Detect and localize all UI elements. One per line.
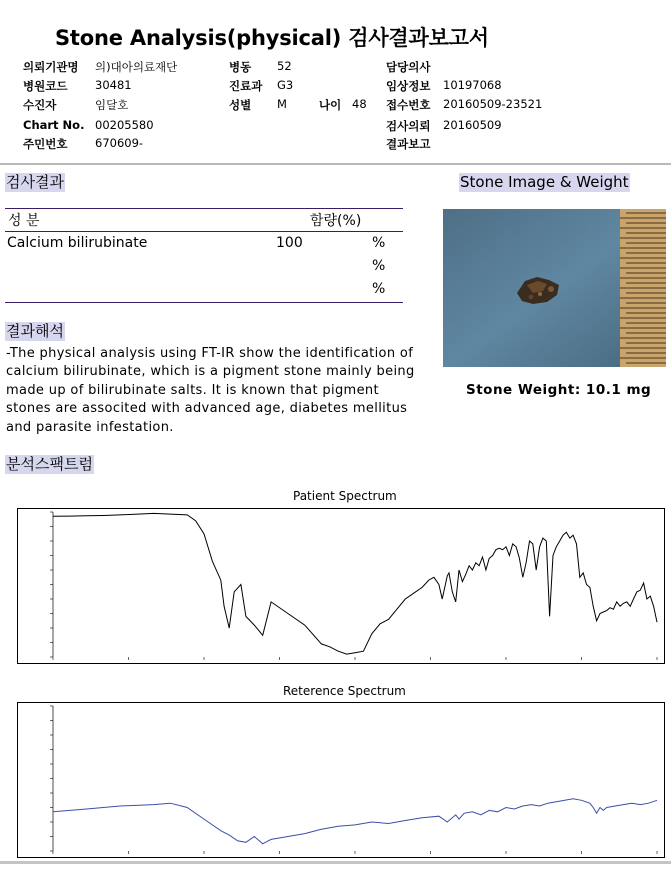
hospital-code-label: 병원코드 bbox=[23, 79, 68, 93]
request-date-value: 20160509 bbox=[443, 118, 502, 132]
hospital-code-value: 30481 bbox=[95, 78, 132, 92]
ward-label: 병동 bbox=[229, 60, 252, 74]
results-table-header-rule bbox=[5, 231, 403, 232]
sex-label: 성별 bbox=[229, 98, 252, 112]
reference-spectrum-chart bbox=[17, 702, 665, 858]
stone-photo bbox=[443, 209, 666, 367]
patient-name-label: 수진자 bbox=[23, 98, 57, 112]
chart-no-value: 00205580 bbox=[95, 118, 154, 132]
result-row-2-unit: % bbox=[372, 258, 386, 274]
age-value: 48 bbox=[352, 97, 367, 111]
stone-heading: Stone Image & Weight bbox=[460, 173, 629, 191]
institution-label: 의뢰기관명 bbox=[23, 60, 79, 74]
patient-spectrum-title: Patient Spectrum bbox=[293, 489, 397, 503]
reception-no-value: 20160509-23521 bbox=[443, 97, 543, 111]
chart-no-label: Chart No. bbox=[23, 118, 85, 132]
physician-label: 담당의사 bbox=[386, 60, 431, 74]
ward-value: 52 bbox=[277, 59, 292, 73]
resident-no-label: 주민번호 bbox=[23, 137, 68, 151]
results-heading: 검사결과 bbox=[6, 173, 64, 191]
patient-name-value: 임달호 bbox=[95, 98, 129, 112]
report-title: Stone Analysis(physical) 검사결과보고서 bbox=[55, 26, 489, 50]
age-label: 나이 bbox=[319, 98, 342, 112]
patient-spectrum-chart bbox=[17, 508, 665, 664]
report-label: 결과보고 bbox=[386, 137, 431, 151]
result-row-1-component: Calcium bilirubinate bbox=[7, 235, 148, 251]
resident-no-value: 670609- bbox=[95, 136, 144, 150]
reference-spectrum-title: Reterence Spectrum bbox=[283, 684, 406, 698]
stone-weight-text: Stone Weight: 10.1 mg bbox=[466, 382, 652, 398]
department-label: 진료과 bbox=[229, 79, 263, 93]
footer-divider bbox=[0, 861, 671, 864]
result-row-1-amount: 100 bbox=[276, 235, 303, 251]
header-divider bbox=[0, 163, 671, 165]
content-header: 함량(%) bbox=[310, 213, 362, 229]
clinical-info-value: 10197068 bbox=[443, 78, 502, 92]
reception-no-label: 접수번호 bbox=[386, 98, 431, 112]
clinical-info-label: 임상정보 bbox=[386, 79, 431, 93]
institution-value: 의)대아의료재단 bbox=[95, 60, 178, 74]
results-table-bottom-rule bbox=[5, 302, 403, 303]
sex-value: M bbox=[277, 97, 287, 111]
result-row-3-unit: % bbox=[372, 281, 386, 297]
request-date-label: 검사의뢰 bbox=[386, 119, 431, 133]
interpretation-heading: 결과해석 bbox=[6, 322, 64, 340]
results-table-top-rule bbox=[5, 208, 403, 209]
spectrum-heading: 분석스팩트럼 bbox=[6, 455, 93, 473]
component-header: 성 분 bbox=[8, 213, 40, 229]
department-value: G3 bbox=[277, 78, 294, 92]
interpretation-text: -The physical analysis using FT-IR show the identification of calcium bilirubinate, which is a pigment stone mainly being made up of bilirubinate salts. It is known that pigment stones are associted with advanced age, diabetes mellitus and parasite infestation. bbox=[6, 346, 415, 435]
result-row-1-unit: % bbox=[372, 235, 386, 251]
